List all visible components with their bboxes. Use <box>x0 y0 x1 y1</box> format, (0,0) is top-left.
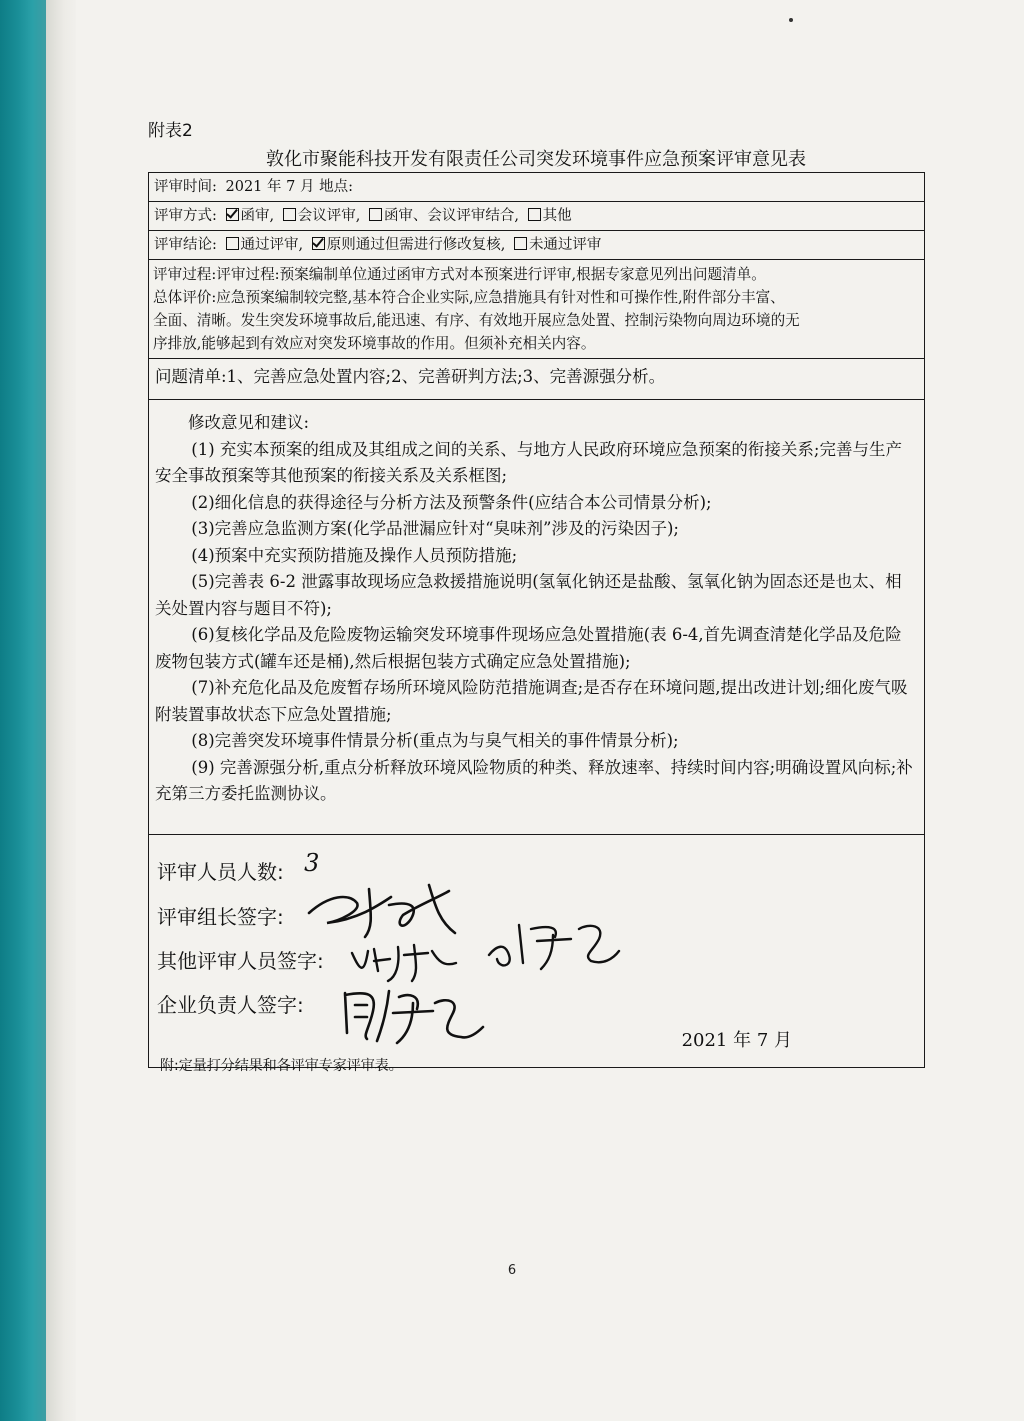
checkbox-combined-review[interactable] <box>369 208 382 221</box>
row-review-process <box>149 260 925 359</box>
row-review-method <box>149 202 925 231</box>
suggestion-item: (1) 充实本预案的组成及其组成之间的关系、与地方人民政府环境应急预案的衔接关系;完善与生产安全事故預案等其他预案的衔接关系及关系框图; <box>155 439 902 485</box>
reviewer-count-row <box>157 848 320 884</box>
reviewer-handwritten-signature-1 <box>344 941 474 985</box>
review-process-line-1: 评审过程:评审过程:预案编制单位通过函审方式对本预案进行评审,根据专家意见列出问题清单。 <box>153 266 766 283</box>
checkbox-failed[interactable] <box>514 237 527 250</box>
review-process-line-4: 序排放,能够起到有效应对突发环境事故的作用。但须补充相关内容。 <box>153 335 596 352</box>
reviewer-handwritten-signature-2 <box>479 915 629 975</box>
review-process-line-3: 全面、清晰。发生突发环境事故后,能迅速、有序、有效地开展应急处置、控制污染物向周边环境的无 <box>153 312 800 329</box>
review-opinion-table <box>148 172 925 1068</box>
option-failed: 未通过评审 <box>528 237 602 253</box>
attachment-label: 附表2 <box>148 121 193 141</box>
review-conclusion-label: 评审结论: <box>154 237 217 253</box>
row-suggestions <box>149 400 925 835</box>
suggestion-item: (4)预案中充实预防措施及操作人员预防措施; <box>191 545 518 565</box>
review-time-value: 2021 年 7 月 <box>225 179 315 195</box>
reviewer-count-value: 3 <box>304 848 320 877</box>
binder-spine <box>0 0 46 1421</box>
footnote: 附:定量打分结果和各评审专家评审表。 <box>160 1058 403 1074</box>
suggestions-heading: 修改意见和建议: <box>188 413 310 432</box>
suggestion-item: (8)完善突发环境事件情景分析(重点为与臭气相关的事件情景分析); <box>191 731 679 750</box>
other-reviewers-label: 其他评审人员签字: <box>157 948 324 973</box>
checkbox-conditional-pass[interactable] <box>312 237 325 250</box>
document-title: 敦化市聚能科技开发有限责任公司突发环境事件应急预案评审意见表 <box>266 149 806 170</box>
leader-handwritten-signature <box>299 875 469 945</box>
suggestion-item: (7)补充危化品及危废暂存场所环境风险防范措施调查;是否存在环境问题,提出改进计划;细化废气吸附装置事故状态下应急处置措施; <box>155 678 908 724</box>
review-process-line-2: 总体评价:应急预案编制较完整,基本符合企业实际,应急措施具有针对性和可操作性,附件部分丰富、 <box>153 289 785 306</box>
leader-signature-row <box>157 905 284 929</box>
review-method-label: 评审方式: <box>154 208 217 224</box>
checkbox-meeting-review[interactable] <box>283 208 296 221</box>
option-other-review: 其他 <box>542 208 572 224</box>
option-letter-review: 函审, <box>240 208 275 224</box>
row-issue-list <box>149 359 925 400</box>
option-combined-review: 函审、会议评审结合, <box>383 208 520 224</box>
option-passed: 通过评审, <box>240 237 304 253</box>
page-number: 6 <box>507 1263 517 1278</box>
enterprise-head-label: 企业负责人签字: <box>157 992 304 1017</box>
enterprise-head-row <box>157 993 304 1017</box>
other-reviewers-row <box>157 949 324 973</box>
suggestion-item: (5)完善表 6-2 泄露事故现场应急救援措施说明(氢氧化钠还是盐酸、氢氧化钠为固态还是也太、相关处置内容与题目不符); <box>155 572 902 618</box>
suggestion-item: (6)复核化学品及危险废物运输突发环境事件现场应急处置措施(表 6-4,首先调查清楚化学品及危险废物包装方式(罐车还是桶),然后根据包装方式确定应急处置措施); <box>155 625 902 671</box>
suggestion-item: (2)细化信息的获得途径与分析方法及预警条件(应结合本公司情景分析); <box>191 492 712 512</box>
issue-list: 问题清单:1、完善应急处置内容;2、完善研判方法;3、完善源强分析。 <box>155 367 666 386</box>
row-review-time <box>149 173 925 202</box>
review-time-label: 评审时间: <box>154 179 217 195</box>
signature-date: 2021 年 7 月 <box>681 1029 792 1051</box>
suggestion-item: (3)完善应急监测方案(化学品泄漏应针对“臭味剂”涉及的污染因子); <box>191 519 679 538</box>
scan-speck <box>789 18 793 22</box>
review-place-label: 地点: <box>319 179 353 195</box>
reviewer-count-label: 评审人员人数: <box>157 859 284 884</box>
binder-shadow <box>46 0 76 1421</box>
option-meeting-review: 会议评审, <box>297 208 361 224</box>
option-conditional-pass: 原则通过但需进行修改复核, <box>326 237 506 253</box>
row-signatures <box>149 834 925 1067</box>
enterprise-handwritten-signature <box>337 983 487 1047</box>
row-review-conclusion <box>149 231 925 260</box>
checkbox-other-review[interactable] <box>528 208 541 221</box>
checkbox-letter-review[interactable] <box>226 208 239 221</box>
leader-signature-label: 评审组长签字: <box>157 904 284 929</box>
checkbox-passed[interactable] <box>226 237 239 250</box>
suggestion-item: (9) 完善源强分析,重点分析释放环境风险物质的种类、释放速率、持续时间内容;明确设置风向标;补充第三方委托监测协议。 <box>155 757 913 803</box>
